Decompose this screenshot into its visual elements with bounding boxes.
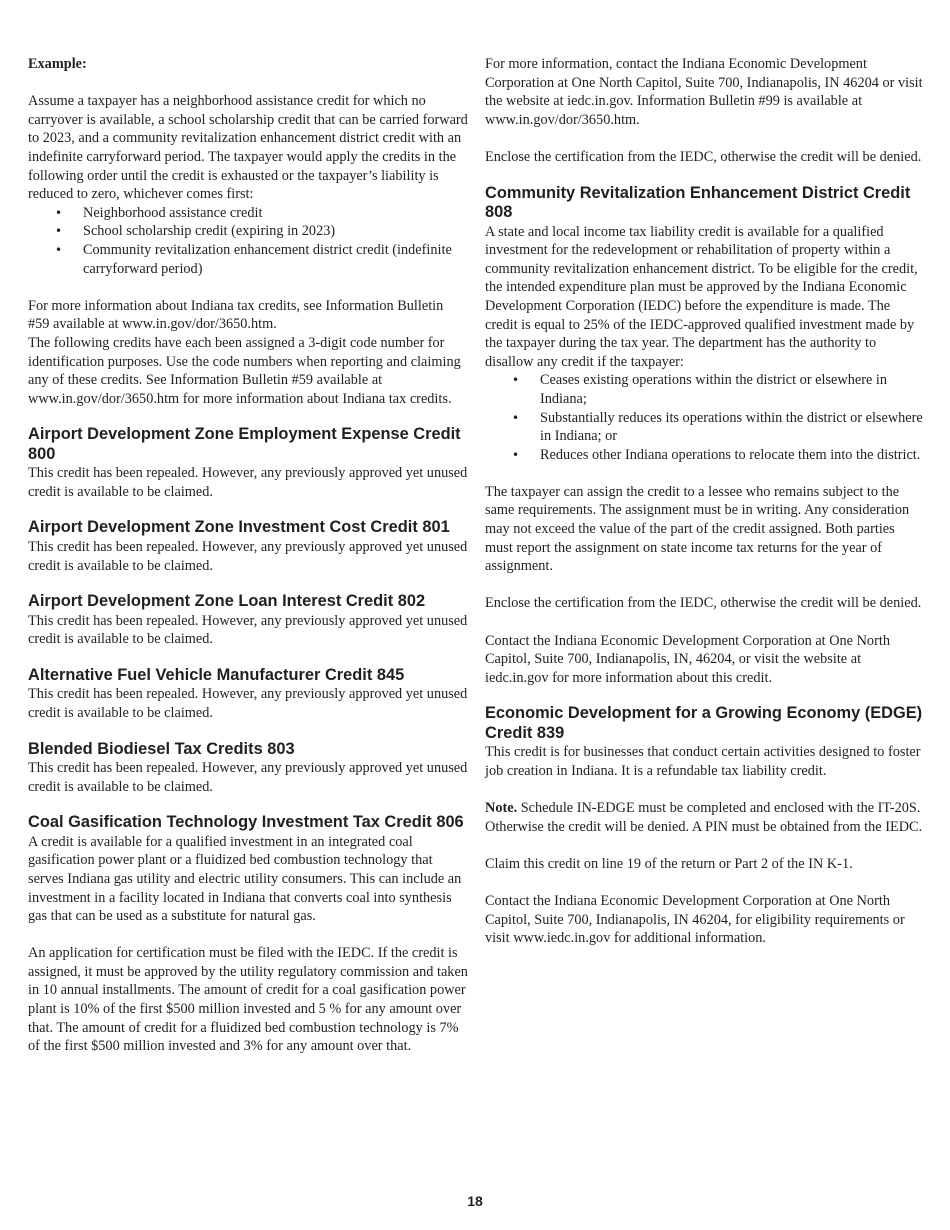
list-item: • Ceases existing operations within the district or elsewhere in Indiana; [485, 371, 925, 408]
section-text: A credit is available for a qualified investment in an integrated coal gasification power plant or a fluidized bed combustion technology that serves Indiana gas utility and electric utility consumers. This can include an investment in a facility located in Indiana that converts coal into synthesis gas that can be used as a substitute for natural gas. [28, 833, 462, 925]
page-number: 18 [467, 1193, 483, 1209]
section-heading: Community Revitalization Enhancement District Credit 808 [485, 183, 911, 222]
note-label: Note. [485, 800, 518, 817]
list-item: • Substantially reduces its operations within the district or elsewhere in Indiana; or [485, 409, 925, 446]
section-text: Enclose the certification from the IEDC, otherwise the credit will be denied. [485, 595, 922, 612]
section-heading: Airport Development Zone Employment Expense Credit 800 [28, 425, 461, 463]
section-credit-808 [485, 184, 925, 688]
section-heading: Airport Development Zone Loan Interest Credit 802 [28, 592, 426, 611]
section-credit-802 [28, 592, 468, 649]
left-column [28, 55, 468, 1056]
section-text: An application for certification must be filed with the IEDC. If the credit is assigned, it must be approved by the utility regulatory commission and taken in 10 annual installments. The amount of credit for a coal gasification power plant is 10% of the first $500 million invested and 5 % for any amount over that. The amount of credit for a fluidized bed combustion technology is 7% of the first $500 million invested and 3% for any amount over that. [28, 945, 468, 1055]
example-label: Example: [28, 56, 87, 72]
disallow-bullet-list [485, 371, 925, 464]
section-credit-806 [28, 813, 468, 1056]
section-text: Contact the Indiana Economic Development Corporation at One North Capitol, Suite 700, Indianapolis, IN, 46204, or visit the website at iedc.in.gov for more information about this credit. [485, 632, 890, 686]
section-text: A state and local income tax liability credit is available for a qualified investment for the redevelopment or rehabilitation of property within a community revitalization enhancement district. To be eligible for the credit, the intended expenditure plan must be approved by the Indiana Economic Development Corporation (IEDC) before the expenditure is made. The credit is equal to 25% of the IEDC-approved qualified investment made by the taxpayer during the tax year. The department has the authority to disallow any credit if the taxpayer: [485, 223, 918, 370]
note-text: Schedule IN-EDGE must be completed and enclosed with the IT-20S. Otherwise the credit will be denied. A PIN must be obtained from the IEDC. [485, 800, 923, 835]
list-item: • Community revitalization enhancement district credit (indefinite carryforward period) [28, 241, 468, 278]
list-item: • Neighborhood assistance credit [28, 204, 468, 223]
code-number-paragraph: The following credits have each been assigned a 3-digit code number for identification purposes. Use the code numbers when reporting and claiming any of these credits. See Information Bulletin #59 available at www.in.gov/dor/3650.htm for more information about Indiana tax credits. [28, 334, 461, 407]
section-heading: Airport Development Zone Investment Cost Credit 801 [28, 518, 450, 537]
list-item: • School scholarship credit (expiring in 2023) [28, 222, 468, 241]
section-text: The taxpayer can assign the credit to a lessee who remains subject to the same requirements. The assignment must be in writing. Any consideration may not exceed the value of the part of the credit assigned. Both parties must report the assignment on state income tax returns for the year of assignment. [485, 483, 910, 575]
example-text: Assume a taxpayer has a neighborhood assistance credit for which no carryover is available, a school scholarship credit that can be carried forward to 2023, and a community revitalization enhancement district credit with an indefinite carryforward period. The taxpayer would apply the credits in the following order until the credit is exhausted or the taxpayer’s liability is reduced to zero, whichever comes first: [28, 93, 468, 203]
section-credit-845 [28, 666, 468, 723]
section-credit-803 [28, 740, 468, 797]
contact-paragraph: For more information, contact the Indiana Economic Development Corporation at One North Capitol, Suite 700, Indianapolis, IN 46204 or visit the website at iedc.in.gov. Information Bulletin #99 is available at www.in.gov/dor/3650.htm. [485, 56, 923, 128]
section-text: This credit has been repealed. However, any previously approved yet unused credit is available to be claimed. [28, 465, 468, 500]
list-item: • Reduces other Indiana operations to relocate them into the district. [485, 446, 925, 465]
note-paragraph [485, 799, 925, 836]
right-column [485, 55, 925, 948]
section-text: Claim this credit on line 19 of the return or Part 2 of the IN K-1. [485, 855, 853, 872]
section-heading: Coal Gasification Technology Investment Tax Credit 806 [28, 813, 464, 832]
section-credit-839 [485, 704, 925, 948]
example-bullet-list [28, 204, 468, 278]
section-text: This credit has been repealed. However, any previously approved yet unused credit is available to be claimed. [28, 612, 468, 648]
section-text: This credit is for businesses that conduct certain activities designed to foster job creation in Indiana. It is a refundable tax liability credit. [485, 744, 921, 779]
section-text: Contact the Indiana Economic Development Corporation at One North Capitol, Suite 700, Indianapolis, IN 46204, for eligibility requirements or visit www.iedc.in.gov for additional information. [485, 893, 905, 947]
section-heading: Alternative Fuel Vehicle Manufacturer Credit 845 [28, 665, 405, 684]
section-text: This credit has been repealed. However, any previously approved yet unused credit is available to be claimed. [28, 686, 468, 721]
section-text: This credit has been repealed. However, any previously approved yet unused credit is available to be claimed. [28, 538, 468, 574]
section-credit-801 [28, 518, 468, 575]
enclose-paragraph: Enclose the certification from the IEDC, otherwise the credit will be denied. [485, 148, 922, 165]
section-heading: Blended Biodiesel Tax Credits 803 [28, 739, 295, 758]
section-credit-800 [28, 425, 468, 501]
section-heading: Economic Development for a Growing Economy (EDGE) Credit 839 [485, 704, 923, 742]
section-text: This credit has been repealed. However, any previously approved yet unused credit is available to be claimed. [28, 760, 468, 795]
info-paragraph: For more information about Indiana tax credits, see Information Bulletin #59 available at www.in.gov/dor/3650.htm. [28, 297, 444, 333]
